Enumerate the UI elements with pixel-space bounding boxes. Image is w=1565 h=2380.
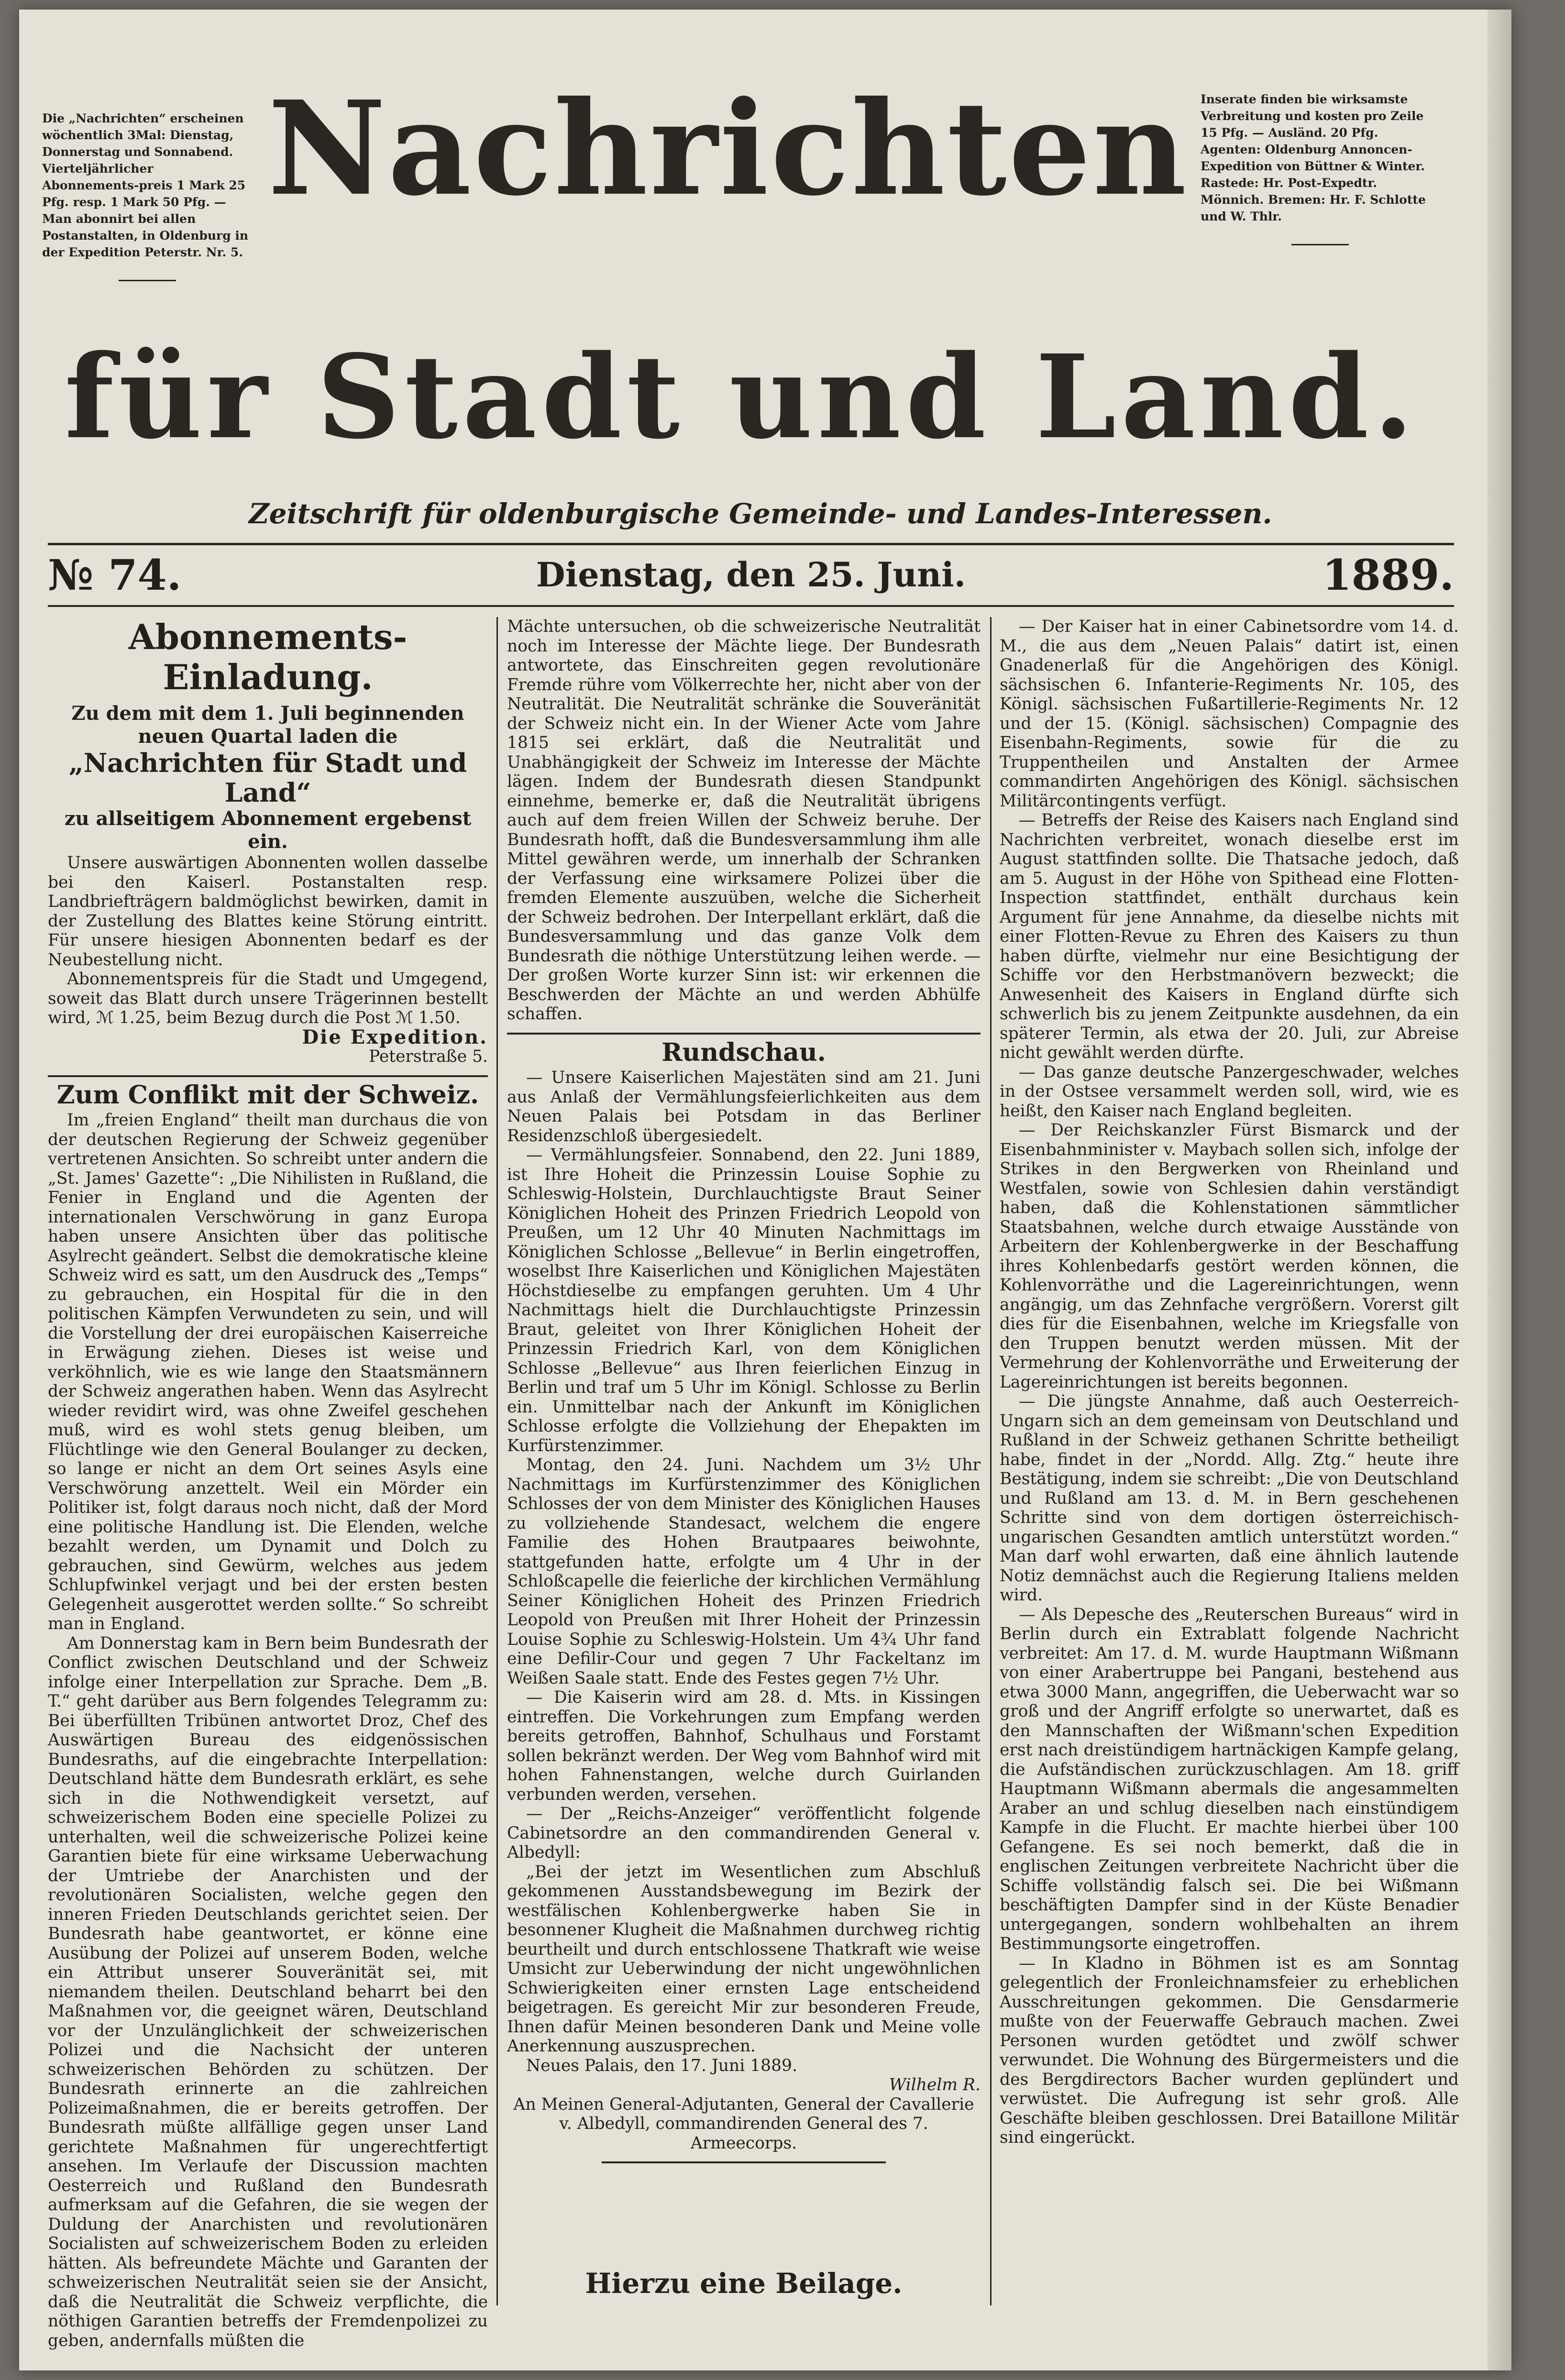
info-divider <box>1291 244 1349 245</box>
abonnement-paper-name: „Nachrichten für Stadt und Land“ <box>68 748 467 808</box>
issue-number: № 74. <box>48 550 182 600</box>
subscription-info <box>42 110 253 281</box>
section-divider <box>48 1075 488 1077</box>
subscription-info-text: Die „Nachrichten“ erscheinen wöchentlich 3Mal: Dienstag, Donnerstag und Sonnabend. Vierteljährlicher Abonnements-preis 1 Mark 25 Pfg. resp. 1 Mark 50 Pfg. — Man abonnirt bei allen Postanstalten, in Oldenburg in der Expedition Peterstr. Nr. 5. <box>42 111 249 259</box>
news-item: — Der Kaiser hat in einer Cabinetsordre vom 14. d. M., die aus dem „Neuen Palais“ datirt ist, einen Gnadenerlaß für die Angehörigen des Königl. sächsischen 6. Infanterie-Regiments Nr. 105, des Königl. sächsischen Fußartillerie-Regiments Nr. 12 und der 15. (Königl. sächsischen) Compagnie des Eisenbahn-Regiments, sowie für die zu Truppentheilen und Anstalten der Armee commandirten Angehörigen des Königl. sächsischen Militärcontingents verfügt. <box>1000 617 1459 811</box>
letter-date: Neues Palais, den 17. Juni 1889. <box>526 2056 797 2075</box>
column-2 <box>507 617 981 2172</box>
supplement-note: Hierzu eine Beilage. <box>585 2267 903 2300</box>
news-item: — Betreffs der Reise des Kaisers nach England sind Nachrichten verbreitet, wonach dieselbe erst im August stattfinden sollte. Die Thatsache jedoch, daß am 5. August in der Höhe von Spithead eine Flotten-Inspection stattfindet, enthält durchaus kein Argument für jene Annahme, da dieselbe nichts mit einer Flotten-Revue zu Ehren des Kaisers zu thun haben dürfte, vielmehr nur eine Besichtigung der Schiffe vor den Herbstmanövern bezweckt; die Anwesenheit des Kaisers in England dürfte sich schwerlich bis zu jenem Zeitpunkte ausdehnen, da ein späterer Termin, als etwa der 20. Juli, zur Abreise nicht gewählt werden dürfte. <box>1000 811 1459 1062</box>
konflikt-heading: Zum Conflikt mit der Schweiz. <box>56 1080 479 1110</box>
column-1 <box>48 617 488 2350</box>
column-divider <box>496 617 498 2305</box>
expedition-address: Peterstraße 5. <box>369 1047 488 1066</box>
news-item: — Als Depesche des „Reuterschen Bureaus“ wird in Berlin durch ein Extrablatt folgende Nachricht verbreitet: Am 17. d. M. wurde Hauptmann Wißmann von einer Arabertruppe bei Pangani, bestehend aus etwa 3000 Mann, angegriffen, die Ueberwacht war so groß und der Angriff erfolgte so unerwartet, daß es den Mannschaften der Wißmann'schen Expedition erst nach dreistündigem hartnäckigen Kampfe gelang, die Aufständischen zurückzuschlagen. Am 18. griff Hauptmann Wißmann abermals die angesammelten Araber an und schlug dieselben nach einstündigem Kampfe in die Flucht. Er machte hierbei über 100 Gefangene. Es sei noch bemerkt, daß die in englischen Zeitungen verbreitete Nachricht über die Schiffe vollständig falsch sei. Die bei Wißmann beschäftigten Dampfer sind in der Küste Benadier untergegangen, sondern wohlbehalten an ihrem Bestimmungsorte eingetroffen. <box>1000 1605 1459 1953</box>
issue-date: Dienstag, den 25. Juni. <box>536 555 966 595</box>
column-3 <box>1000 617 1459 2148</box>
masthead-title-line2: für Stadt und Land. <box>64 330 1419 464</box>
rundschau-heading: Rundschau. <box>661 1037 826 1067</box>
abonnement-heading: Abonnements-Einladung. <box>128 617 408 697</box>
dateline-rule <box>48 605 1454 607</box>
news-item: — Das ganze deutsche Panzergeschwader, welches in der Ostsee versammelt werden soll, wird, wie es heißt, den Kaiser nach England begleiten. <box>1000 1062 1459 1121</box>
info-divider <box>119 280 176 281</box>
news-item: — Die Kaiserin wird am 28. d. Mts. in Kissingen eintreffen. Die Vorkehrungen zum Empfang werden bereits getroffen, Bahnhof, Schulhaus und Forstamt sollen bekränzt werden. Der Weg vom Bahnhof wird mit hohen Fahnenstangen, welche durch Guirlanden verbunden werden, versehen. <box>507 1688 981 1804</box>
news-item: „Bei der jetzt im Wesentlichen zum Abschluß gekommenen Ausstandsbewegung im Bezirk der westfälischen Kohlenbergwerke haben Sie in besonnener Klugheit die Maßnahmen durchweg richtig beurtheilt und durch entschlossene Thatkraft wie weise Umsicht zur Ueberwindung der nicht ungewöhnlichen Schwierigkeiten einer ernsten Lage entscheidend beigetragen. Es gereicht Mir zur besonderen Freude, Ihnen dafür Meinen besonderen Dank und Meine volle Anerkennung auszusprechen. <box>507 1862 981 2056</box>
news-item: — Der Reichskanzler Fürst Bismarck und der Eisenbahnminister v. Maybach sollen sich, infolge der Strikes in den Bergwerken von Rheinland und Westfalen, sowie von Schlesien dahin verständigt haben, daß die Kohlenstationen sämmtlicher Staatsbahnen, welche durch etwaige Ausstände von Arbeitern der Kohlenbergwerke in der Beschaffung ihres Kohlenbedarfs gestört werden können, die Kohlenvorräthe und die Lagereinrichtungen, wenn angängig, um das Zehnfache vergrößern. Vorerst gilt dies für die Eisenbahnen, welche im Kriegsfalle von den Truppen benutzt werden müssen. Mit der Vermehrung der Kohlenvorräthe und Erweiterung der Lagereinrichtungen ist bereits begonnen. <box>1000 1121 1459 1392</box>
advert-info <box>1201 91 1440 245</box>
dateline <box>48 550 1454 603</box>
section-divider <box>602 2161 886 2163</box>
abonnement-text: Unsere auswärtigen Abonnenten wollen dasselbe bei den Kaiserl. Postanstalten resp. Landbriefträgern baldmöglichst bewirken, damit in der Zustellung des Blattes keine Störung eintritt. Für unsere hiesigen Abonnenten bedarf es der Neubestellung nicht. <box>48 853 488 970</box>
news-item: — Die jüngste Annahme, daß auch Oesterreich-Ungarn sich an dem gemeinsam von Deutschland und Rußland in der Schweiz gethanen Schritte betheiligt habe, findet in der „Nordd. Allg. Ztg.“ heute ihre Bestätigung, indem sie schreibt: „Die von Deutschland und Rußland am 13. d. M. in Bern geschehenen Schritte sind von dem dortigen österreichisch-ungarischen Gesandten amtlich unterstützt worden.“ Man darf wohl erwarten, daß eine ähnlich lautende Notiz demnächst auch die Regierung Italiens melden wird. <box>1000 1392 1459 1605</box>
abonnement-price: Abonnementspreis für die Stadt und Umgegend, soweit das Blatt durch unsere Trägerinnen bestellt wird, ℳ 1.25, beim Bezug durch die Post ℳ 1.50. <box>48 970 488 1027</box>
article-paragraph: Am Donnerstag kam in Bern beim Bundesrath der Conflict zwischen Deutschland und der Schweiz infolge einer Interpellation zur Sprache. Dem „B. T.“ geht darüber aus Bern folgendes Telegramm zu: Bei überfüllten Tribünen antwortet Droz, Chef des Auswärtigen Bureau des eidgenössischen Bundesraths, auf die eingebrachte Interpellation: Deutschland hätte dem Bundesrath erklärt, es sehe sich in die Nothwendigkeit versetzt, auf schweizerischem Boden eine specielle Polizei zu unterhalten, weil die schweizerische Polizei keine Garantien biete für eine wirksame Ueberwachung der Umtriebe der Anarchisten und der revolutionären Socialisten, welche gegen den inneren Frieden Deutschlands gerichtet seien. Der Bundesrath habe geantwortet, er könne eine Ausübung der Polizei auf unserem Boden, welche ein Attribut unserer Souveränität sei, mit niemandem theilen. Deutschland beharrt bei den Maßnahmen vor, die geeignet wären, Deutschland vor der Unzulänglichkeit der schweizerischen Polizei und die Nachsicht der unteren schweizerischen Behörden zu schützen. Der Bundesrath erinnerte an die zahlreichen Polizeimaßnahmen, die er bereits getroffen. Der Bundesrath müßte allfällige gegen unser Land gerichtete Maßnahmen für ungerechtfertigt ansehen. Im Verlaufe der Discussion machten Oesterreich und Rußland den Bundesrath aufmerksam auf die Gefahren, die sie wegen der Duldung der Anarchisten und revolutionären Socialisten auf schweizerischem Boden zu erleiden hätten. Als befreundete Mächte und Garanten der schweizerischen Neutralität seien sie der Ansicht, daß die Neutralität die Schweiz verpflichte, die nöthigen Garantien betreffs der Fremdenpolizei zu geben, andernfalls müßten die <box>48 1633 488 2350</box>
expedition-signature: Die Expedition. <box>302 1025 488 1048</box>
article-paragraph: Im „freien England“ theilt man durchaus die von der deutschen Regierung der Schweiz gegenüber vertretenen Ansichten. So schreibt unter andern die „St. James' Gazette“: „Die Nihilisten in Rußland, die Fenier in England und die Agenten der internationalen Verschwörung in ganz Europa haben unsere Ansichten über das politische Asylrecht geändert. Selbst die demokratische kleine Schweiz wird es satt, um den Ausdruck des „Temps“ zu gebrauchen, ein Hospital für die in den politischen Kämpfen Verwundeten zu sein, und will die Vorstellung der drei europäischen Kaiserreiche in Erwägung ziehen. Dieses ist weise und verköhnlich, wie es wie lange den Staatsmännern der Schweiz angerathen haben. Wenn das Asylrecht wieder revidirt wird, was ohne Zweifel geschehen muß, wird es wohl stets genug bleiben, um Flüchtlinge wie den General Boulanger zu decken, so lange er nicht an dem Ort seines Asyls eine Verschwörung anzettelt. Weil ein Mörder ein Politiker ist, folgt daraus noch nicht, daß der Mord eine politische Handlung ist. Die Elenden, welche bezahlt werden, um Dynamit und Dolch zu gebrauchen, sind Gewürm, welches aus jedem Schlupfwinkel verjagt und bei der ersten besten Gelegenheit ausgerottet werden sollte.“ So schreibt man in England. <box>48 1111 488 1633</box>
masthead-subtitle: Zeitschrift für oldenburgische Gemeinde- und Landes-Interessen. <box>249 497 1272 530</box>
news-item: Montag, den 24. Juni. Nachdem um 3½ Uhr Nachmittags im Kurfürstenzimmer des Königlichen Schlosses der von dem Minister des Königlichen Hauses zu vollziehende Standesact, welchem die engere Familie des Hohen Brautpaares beiwohnte, stattgefunden hatte, erfolgte um 4 Uhr in der Schloßcapelle die feierliche der kirchlichen Vermählung Seiner Königlichen Hoheit des Prinzen Friedrich Leopold von Preußen mit Ihrer Hoheit der Prinzessin Louise Sophie zu Schleswig-Holstein. Um 4¾ Uhr fand eine Defilir-Cour und gegen 7 Uhr Fackeltanz im Weißen Saale statt. Ende des Festes gegen 7½ Uhr. <box>507 1455 981 1688</box>
news-item: — Vermählungsfeier. Sonnabend, den 22. Juni 1889, ist Ihre Hoheit die Prinzessin Louise Sophie zu Schleswig-Holstein, Durchlauchtigste Braut Seiner Königlichen Hoheit des Prinzen Friedrich Leopold von Preußen, um 12 Uhr 40 Minuten Nachmittags im Königlichen Schlosse „Bellevue“ in Berlin eingetroffen, woselbst Ihre Kaiserlichen und Königlichen Majestäten Höchstdieselbe zu empfangen geruhten. Um 4 Uhr Nachmittags hielt die Durchlauchtigste Prinzessin Braut, geleitet von Ihrer Königlichen Hoheit der Prinzessin Friedrich Karl, von dem Königlichen Schlosse „Bellevue“ aus Ihren feierlichen Einzug in Berlin und traf um 5 Uhr im Königl. Schlosse zu Berlin ein. Unmittelbar nach der Ankunft im Königlichen Schlosse erfolgte die Vollziehung der Ehepakten im Kurfürstenzimmer. <box>507 1146 981 1455</box>
news-item: — Unsere Kaiserlichen Majestäten sind am 21. Juni aus Anlaß der Vermählungsfeierlichkeiten aus dem Neuen Palais bei Potsdam in das Berliner Residenzschloß übergesiedelt. <box>507 1068 981 1146</box>
page-edge <box>1488 10 1511 2370</box>
letter-addressee: An Meinen General-Adjutanten, General der Cavallerie v. Albedyll, commandirenden General des 7. Armeecorps. <box>513 2094 974 2153</box>
abonnement-intro: Zu dem mit dem 1. Juli beginnenden neuen Quartal laden die <box>71 702 464 748</box>
column-divider <box>990 617 992 2305</box>
section-divider <box>507 1033 981 1035</box>
news-item: — In Kladno in Böhmen ist es am Sonntag gelegentlich der Fronleichnamsfeier zu erheblichen Ausschreitungen gekommen. Die Gensdarmerie mußte von der Feuerwaffe Gebrauch machen. Zwei Personen wurden getödtet und zwölf schwer verwundet. Die Wohnung des Bürgermeisters und die des Bergdirectors Bacher wurden geplündert und verwüstet. Die Aufregung ist sehr groß. Alle Geschäfte bleiben geschlossen. Drei Bataillone Militär sind eingerückt. <box>1000 1953 1459 2147</box>
news-item: — Der „Reichs-Anzeiger“ veröffentlicht folgende Cabinetsordre an den commandirenden General v. Albedyll: <box>507 1804 981 1862</box>
masthead-title: Nachrichten <box>268 72 1189 224</box>
letter-signature: Wilhelm R. <box>889 2075 981 2094</box>
masthead-rule <box>48 543 1454 545</box>
abonnement-invite: zu allseitigem Abonnement ergebenst ein. <box>64 807 472 853</box>
newspaper-page <box>19 10 1511 2370</box>
article-paragraph: Mächte untersuchen, ob die schweizerische Neutralität noch im Interesse der Mächte liege. Der Bundesrath antwortete, das Einschreiten gegen revolutionäre Fremde rühre vom Völkerrechte her, nicht aber von der Neutralität. Die Neutralität schränke die Souveränität der Schweiz nicht ein. In der Wiener Acte vom Jahre 1815 sei erklärt, daß die Neutralität und Unabhängigkeit der Schweiz im Interesse der Mächte lägen. Indem der Bundesrath diesen Standpunkt einnehme, bemerke er, daß die Neutralität übrigens auch auf dem freien Willen der Schweiz beruhe. Der Bundesrath hofft, daß die Bundesversammlung ihm alle Mittel gewähren werde, um innerhalb der Schranken der Verfassung eine wirksamere Polizei über die fremden Elemente auszuüben, welche die Sicherheit der Schweiz bedrohen. Der Interpellant erklärt, daß die Bundesversammlung und das ganze Volk dem Bundesrath die nöthige Unterstützung leihen werde. — Der großen Worte kurzer Sinn ist: wir erkennen die Beschwerden der Mächte an und werden Abhülfe schaffen. <box>507 617 981 1024</box>
issue-year: 1889. <box>1322 550 1454 600</box>
advert-info-text: Inserate finden bie wirksamste Verbreitung und kosten pro Zeile 15 Pfg. — Ausländ. 20 Pfg. Agenten: Oldenburg Annoncen-Expedition von Büttner & Winter. Rastede: Hr. Post-Expedtr. Mönnich. Bremen: Hr. F. Schlotte und W. Thlr. <box>1201 92 1426 223</box>
